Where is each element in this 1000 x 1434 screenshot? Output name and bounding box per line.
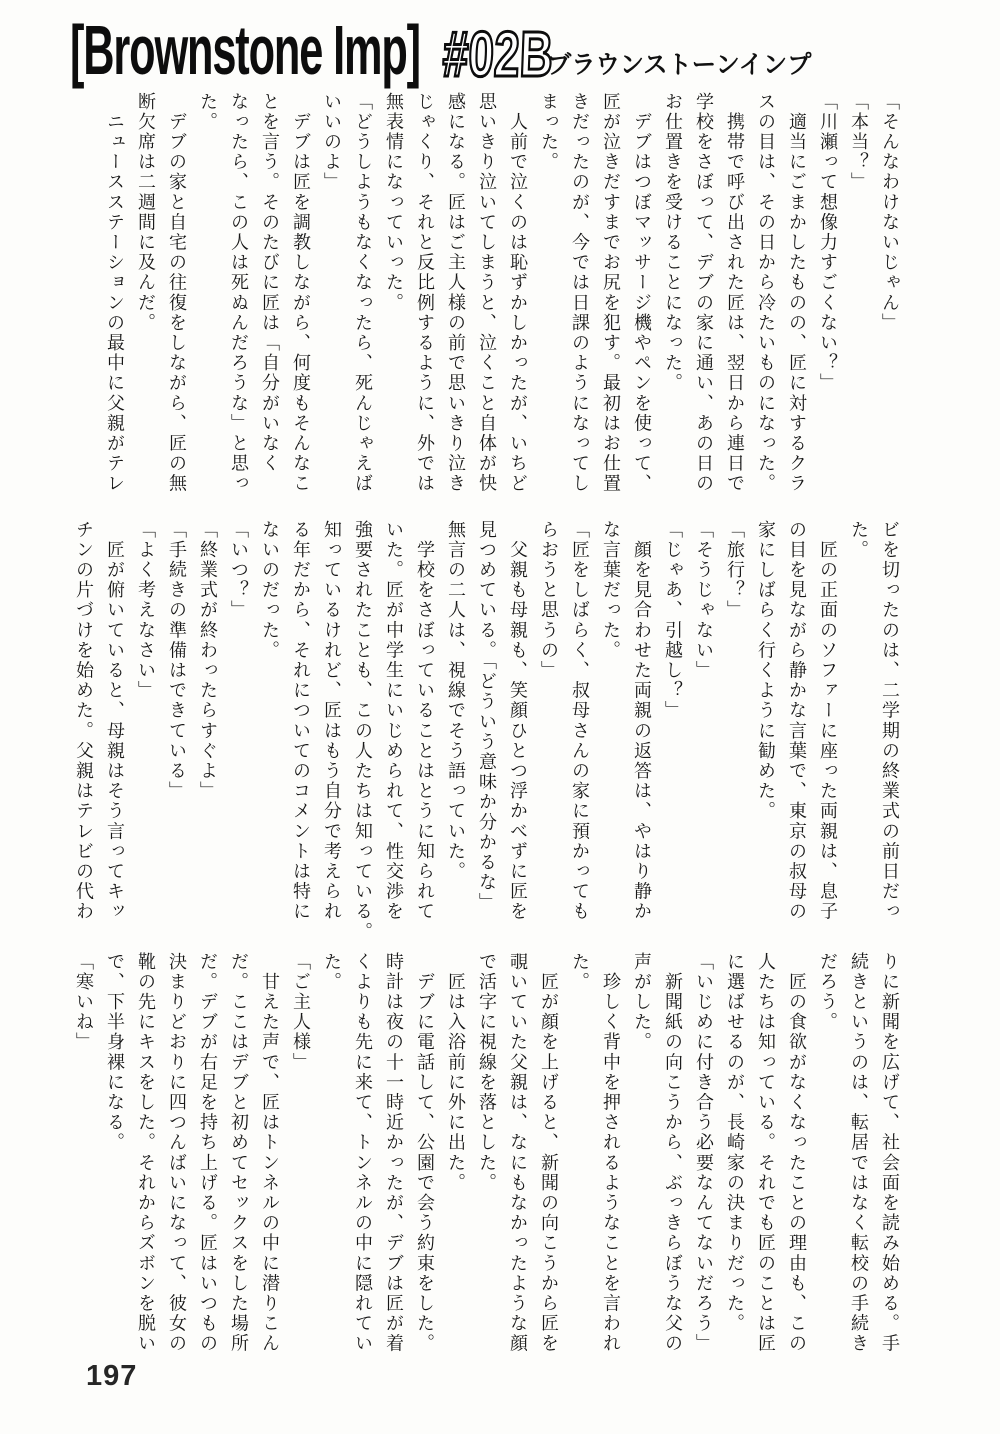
text-column: 無言の二人は、視線でそう語っていた。 [446, 520, 466, 882]
text-column: スの目は、その日から冷たいものになった。 [756, 92, 776, 494]
text-column: 匠が泣きだすまでお尻を犯す。最初はお仕置 [601, 92, 621, 494]
text-column: 「終業式が終わったらすぐよ」 [198, 520, 218, 802]
text-column: じゃくり、それと反比例するように、外では [415, 92, 435, 494]
text-column: 時計は夜の十一時近かったが、デブは匠が着 [384, 952, 404, 1354]
text-column: 「手続きの準備はできている」 [167, 520, 187, 802]
text-column: 「そうじゃない」 [694, 520, 714, 681]
text-column: いいのよ」 [322, 92, 342, 193]
text-band-middle [65, 520, 905, 942]
text-column: 携帯で呼び出された匠は、翌日から連日で [725, 92, 745, 494]
text-column: らおうと思うの」 [539, 520, 559, 681]
text-column: 「ご主人様」 [291, 952, 311, 1073]
text-column: 人たちは知っている。それでも匠のことは匠 [756, 952, 776, 1354]
text-column: た。 [570, 952, 590, 993]
text-column: 「じゃあ、引越し？」 [663, 520, 683, 721]
text-column: 続きというのは、転居ではなく転校の手続き [849, 952, 869, 1354]
text-column: 「寒いね」 [74, 952, 94, 1053]
text-column: チンの片づけを始めた。父親はテレビの代わ [74, 520, 94, 922]
text-column: た。 [849, 520, 869, 561]
text-column: 強要されたことも、この人たちは知っている。 [353, 520, 373, 943]
text-column: 見つめている。「どういう意味か分かるな」 [477, 520, 497, 913]
text-column: いた。匠が中学生にいじめられて、性交渉を [384, 520, 404, 922]
text-band-bottom [65, 952, 905, 1374]
text-column: 適当にごまかしたものの、匠に対するクラ [787, 92, 807, 494]
text-column: 「よく考えなさい」 [136, 520, 156, 701]
text-column: だろう。 [818, 952, 838, 1033]
text-column: で、下半身裸になる。 [105, 952, 125, 1153]
text-column: の目を見ながら静かな言葉で、東京の叔母の [787, 520, 807, 922]
text-column: な言葉だった。 [601, 520, 621, 661]
text-column: だ。ここはデブと初めてセックスをした場所 [229, 952, 249, 1354]
text-column: た。 [322, 952, 342, 993]
text-column: 「旅行？」 [725, 520, 745, 621]
text-column: 珍しく背中を押されるようなことを言われ [601, 952, 621, 1354]
text-column: 知っているけれど、匠はもう自分で考えられ [322, 520, 342, 922]
text-column: お仕置きを受けることになった。 [663, 92, 683, 394]
header-title-katakana: ブラウンストーンインプ [547, 51, 812, 79]
text-column: 匠は入浴前に外に出た。 [446, 952, 466, 1194]
text-column: に選ばせるのが、長崎家の決まりだった。 [725, 952, 745, 1334]
text-column: る年だから、それについてのコメントは特に [291, 520, 311, 922]
text-column: ニュースステーションの最中に父親がテレ [105, 92, 125, 494]
text-column: 「そんなわけないじゃん」 [880, 92, 900, 334]
header-title-latin: [Brownstone Imp] [70, 11, 420, 90]
text-column: で活字に視線を落とした。 [477, 952, 497, 1194]
text-column: とを言う。そのたびに匠は「自分がいなく [260, 92, 280, 474]
text-column: 無表情になっていった。 [384, 92, 404, 314]
text-column: なったら、この人は死ぬんだろうな」と思っ [229, 92, 249, 494]
text-column: くよりも先に来て、トンネルの中に隠れてい [353, 952, 373, 1354]
text-column: 匠が顔を上げると、新聞の向こうから匠を [539, 952, 559, 1354]
episode-number-badge: #02B [441, 18, 555, 90]
text-column: 甘えた声で、匠はトンネルの中に潜りこん [260, 952, 280, 1354]
text-column: 「匠をしばらく、叔母さんの家に預かっても [570, 520, 590, 922]
text-column: 匠の正面のソファーに座った両親は、息子 [818, 520, 838, 922]
text-column: 断欠席は二週間に及んだ。 [136, 92, 156, 334]
page-header [0, 0, 1000, 95]
text-column: た。 [198, 92, 218, 133]
text-column: 「いつ？」 [229, 520, 249, 621]
text-column: 「どうしようもなくなったら、死んじゃえば [353, 92, 373, 494]
text-column: 匠の食欲がなくなったことの理由も、この [787, 952, 807, 1354]
text-column: 覗いていた父親は、なにもなかったような顔 [508, 952, 528, 1354]
text-column: まった。 [539, 92, 559, 173]
text-band-top [65, 92, 905, 514]
text-column: 父親も母親も、笑顔ひとつ浮かべずに匠を [508, 520, 528, 922]
text-column: 「本当？」 [849, 92, 869, 193]
text-column: 感になる。匠はご主人様の前で思いきり泣き [446, 92, 466, 494]
text-column: 匠が俯いていると、母親はそう言ってキッ [105, 520, 125, 922]
text-column: 学校をさぼって、デブの家に通い、あの日の [694, 92, 714, 494]
text-column: 「川瀬って想像力すごくない？」 [818, 92, 838, 394]
text-column: 顔を見合わせた両親の返答は、やはり静か [632, 520, 652, 922]
text-column: デブに電話して、公園で会う約束をした。 [415, 952, 435, 1354]
text-column: ないのだった。 [260, 520, 280, 661]
text-column: デブはつぼマッサージ機やペンを使って、 [632, 92, 652, 494]
text-column: だ。デブが右足を持ち上げる。匠はいつもの [198, 952, 218, 1354]
text-column: 思いきり泣いてしまうと、泣くこと自体が快 [477, 92, 497, 494]
text-column: 家にしばらく行くように勧めた。 [756, 520, 776, 822]
text-column: きだったのが、今では日課のようになってし [570, 92, 590, 494]
text-column: 声がした。 [632, 952, 652, 1053]
text-column: 決まりどおりに四つんばいになって、彼女の [167, 952, 187, 1354]
text-column: ビを切ったのは、二学期の終業式の前日だっ [880, 520, 900, 922]
text-column: デブは匠を調教しながら、何度もそんなこ [291, 92, 311, 494]
text-column: 学校をさぼっていることはとうに知られて [415, 520, 435, 922]
text-column: 靴の先にキスをした。それからズボンを脱い [136, 952, 156, 1354]
page-number: 197 [86, 1360, 138, 1392]
text-column: りに新聞を広げて、社会面を読み始める。手 [880, 952, 900, 1354]
text-column: 「いじめに付き合う必要なんてないだろう」 [694, 952, 714, 1354]
text-column: 人前で泣くのは恥ずかしかったが、いちど [508, 92, 528, 494]
text-column: デブの家と自宅の往復をしながら、匠の無 [167, 92, 187, 494]
text-column: 新聞紙の向こうから、ぶっきらぼうな父の [663, 952, 683, 1354]
